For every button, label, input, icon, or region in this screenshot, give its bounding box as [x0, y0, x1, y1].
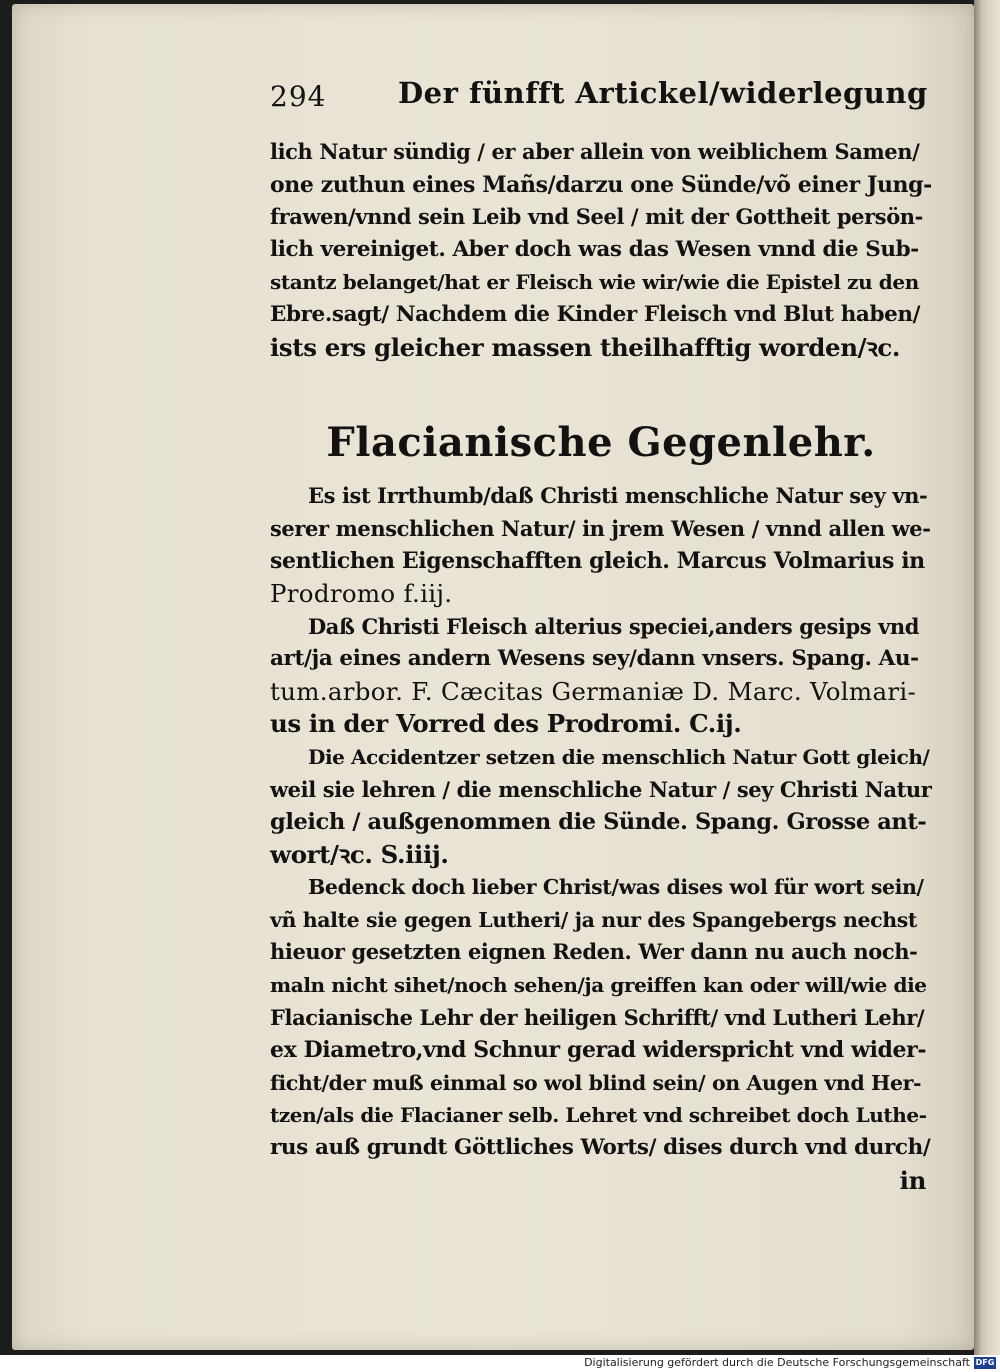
running-title: Der fünfft Artickel/widerlegung — [398, 76, 928, 110]
page-number: 294 — [270, 80, 327, 113]
text-line: frawen/vnnd sein Leib vnd Seel / mit der Gottheit persön- — [270, 204, 923, 230]
text-line: wort/ꝛc. S.iiij. — [270, 839, 449, 869]
text-line: Ebre.sagt/ Nachdem die Kinder Fleisch vnd Blut haben/ — [270, 301, 921, 327]
text-line: maln nicht sihet/noch sehen/ja greiffen kan oder will/wie die — [270, 973, 927, 998]
text-line: one zuthun eines Mañs/darzu one Sünde/võ einer Jung- — [270, 171, 932, 198]
paragraph-1 — [270, 136, 932, 364]
text-line: Die Accidentzer setzen die menschlich Natur Gott gleich/ — [308, 744, 930, 769]
text-line: tum.arbor. F. Cæcitas Germaniæ D. Marc. Volmari- — [270, 676, 917, 706]
section-heading: Flacianische Gegenlehr. — [326, 419, 876, 467]
funding-credit: Digitalisierung gefördert durch die Deutsche Forschungsgemeinschaft — [584, 1356, 970, 1369]
text-line: ists ers gleicher massen theilhafftig worden/ꝛc. — [270, 332, 901, 362]
text-line: Es ist Irrthumb/daß Christi menschliche Natur sey vn- — [308, 483, 928, 509]
text-line: hieuor gesetzten eignen Reden. Wer dann nu auch noch- — [270, 939, 918, 965]
paragraph-3 — [270, 611, 932, 741]
text-line: Flacianische Lehr der heiligen Schrifft/ vnd Lutheri Lehr/ — [270, 1004, 925, 1030]
paragraph-4 — [270, 741, 932, 871]
text-line: ficht/der muß einmal so wol blind sein/ on Augen vnd Her- — [270, 1070, 922, 1095]
text-line: Bedenck doch lieber Christ/was dises wol für wort sein/ — [308, 875, 924, 900]
text-line: us in der Vorred des Prodromi. C.ij. — [270, 709, 742, 739]
paragraph-5 — [270, 871, 932, 1164]
dfg-logo-icon: DFG — [975, 1358, 995, 1367]
paragraph-2 — [270, 480, 932, 610]
text-line: Daß Christi Fleisch alterius speciei,anders gesips vnd — [308, 613, 920, 639]
page-text — [270, 72, 932, 1197]
text-line: tzen/als die Flacianer selb. Lehret vnd schreibet doch Luthe- — [270, 1103, 927, 1128]
text-line: gleich / außgenommen die Sünde. Spang. Grosse ant- — [270, 809, 927, 836]
text-line: rus auß grundt Göttliches Worts/ dises durch vnd durch/ — [270, 1135, 931, 1161]
text-line: stantz belanget/hat er Fleisch wie wir/wie die Epistel zu den — [270, 270, 919, 295]
text-line: Prodromo f.iij. — [270, 578, 453, 608]
text-line: lich vereiniget. Aber doch was das Wesen vnnd die Sub- — [270, 236, 919, 262]
page-edge — [974, 0, 1000, 1355]
text-line: serer menschlichen Natur/ in jrem Wesen / vnnd allen we- — [270, 515, 931, 541]
text-line: art/ja eines andern Wesens sey/dann vnsers. Spang. Au- — [270, 646, 919, 672]
footer-bar — [0, 1355, 1000, 1372]
page-header — [270, 72, 932, 136]
text-line: lich Natur sündig / er aber allein von weiblichem Samen/ — [270, 139, 920, 164]
text-line: sentlichen Eigenschafften gleich. Marcus Volmarius in — [270, 548, 925, 575]
text-line: vñ halte sie gegen Lutheri/ ja nur des Spangebergs nechst — [270, 907, 917, 932]
catchword: in — [899, 1165, 926, 1195]
text-line: weil sie lehren / die menschliche Natur / sey Christi Natur — [270, 776, 932, 802]
text-line: ex Diametro,vnd Schnur gerad widerspricht vnd wider- — [270, 1037, 927, 1064]
